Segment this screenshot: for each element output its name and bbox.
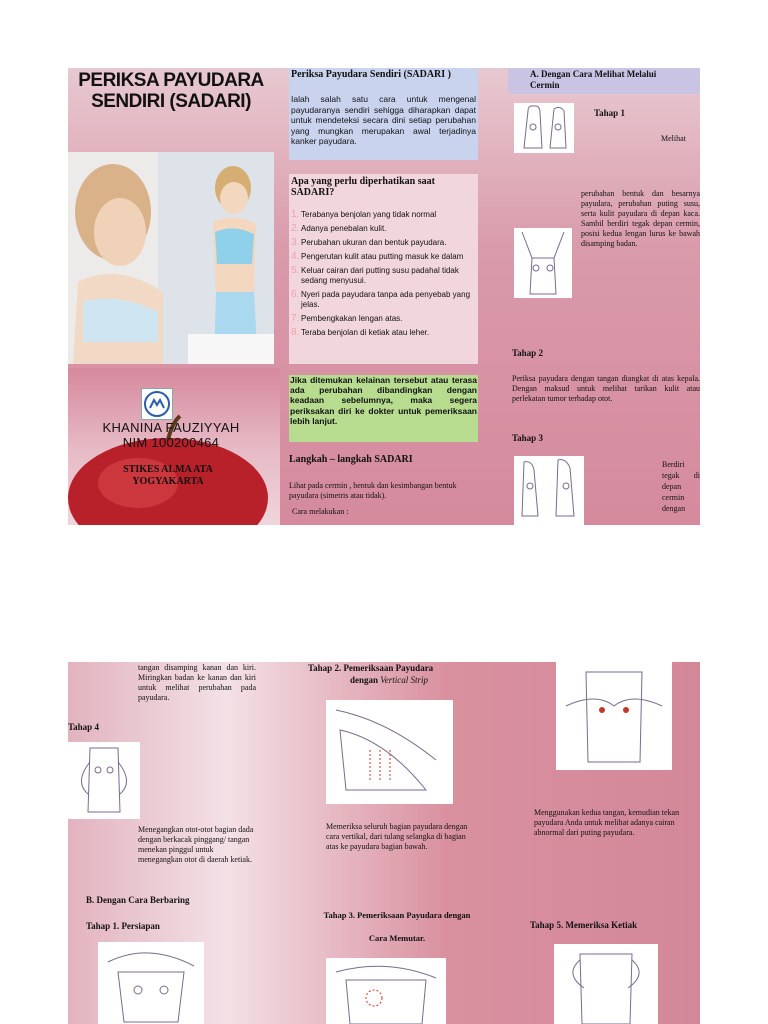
- institution-logo-icon: [141, 388, 173, 420]
- intro-text: Ialah salah satu cara untuk mengenal payudaranya sendiri sehigga diharapkan dapat untuk mendeteksi secara dini setiap perubahan yang mungkan merupakan awal terjadinya kanker payudara.: [291, 94, 476, 146]
- b-tahap1-label: Tahap 1. Persiapan: [86, 921, 160, 931]
- attention-item: [291, 224, 476, 234]
- brochure-page-1: [68, 68, 700, 525]
- tahap2-label: Tahap 2: [512, 348, 543, 358]
- attention-heading: Apa yang perlu diperhatikan saat SADARI?: [291, 176, 435, 198]
- attention-item-text: Keluar cairan dari putting susu padahal tidak sedang menyusui.: [301, 266, 459, 285]
- steps-intro: Lihat pada cermin , bentuk dan kesimbangan bentuk payudara (simetris atau tidak).: [289, 481, 457, 500]
- author-name: KHANINA FAUZIYYAH: [102, 420, 240, 435]
- tahap2-text: Periksa payudara dengan tangan diangkat di atas kepala. Dengan maksud untuk melihat tarikan kulit atau perlekatan tumor terhadap otot.: [512, 374, 700, 403]
- author-nim: NIM 100200464: [122, 435, 220, 450]
- brochure-title: PERIKSA PAYUDARA SENDIRI (SADARI): [78, 70, 264, 112]
- attention-item: [291, 290, 476, 310]
- vertical-strip-icon: [326, 700, 453, 804]
- attention-item-text: Adanya penebalan kulit.: [301, 224, 387, 233]
- tahap4-label: Tahap 4: [68, 722, 99, 732]
- brochure-page-2: [68, 662, 700, 1024]
- tahap3-continued-text: tangan disamping kanan dan kiri. Miringkan badan ke kanan dan kiri untuk melihat perubahan pada payudara.: [138, 663, 256, 702]
- tahap3-label: Tahap 3: [512, 433, 543, 443]
- vertical-heading-line1: Tahap 2. Pemeriksaan Payudara: [308, 663, 434, 673]
- vertical-heading: [308, 662, 468, 686]
- tahap1-figure: [514, 103, 574, 153]
- attention-item: [291, 252, 476, 262]
- attention-item-text: Terabanya benjolan yang tidak normal: [301, 210, 437, 219]
- attention-item-number: 4.: [291, 251, 300, 262]
- circular-heading-line2: Cara Memutar.: [368, 933, 426, 943]
- attention-item-text: Perubahan ukuran dan bentuk payudara.: [301, 238, 447, 247]
- tahap1-text-b: perubahan bentuk dan besarnya payudara, perubahan puting susu, serta kulit payudara di depan kaca. Sambil berdiri tegak depan cermin, posisi kedua lengan lurus ke bawah disamping badan.: [581, 189, 700, 248]
- vertical-heading-line2: [308, 674, 468, 686]
- attention-item-text: Pembengkakan lengan atas.: [301, 314, 403, 323]
- tahap4-text: Menegangkan otot-otot bagian dada dengan berkacak pinggang/ tangan menekan pinggul untuk menegangkan otot di daerah ketiak.: [138, 825, 254, 864]
- tahap3-text: Berdiri tegak di depan cermin dengan: [662, 460, 700, 513]
- tahap1-text-a: Melihat: [661, 134, 686, 143]
- steps-how: Cara melakukan :: [292, 507, 349, 516]
- circular-figure: [326, 958, 446, 1024]
- vertical-text: Memeriksa seluruh bagian payudara dengan cara vertikal, dari tulang selangka di bagian atas ke payudara bagian bawah.: [326, 822, 468, 851]
- attention-item: [291, 266, 476, 286]
- tahap3-figure: [514, 456, 584, 525]
- attention-item-number: 7.: [291, 313, 300, 324]
- attention-item-text: Pengerutan kulit atau putting masuk ke dalam: [301, 252, 464, 261]
- side-turn-icon: [514, 456, 584, 525]
- attention-item-number: 1.: [291, 209, 300, 220]
- tahap1-label: Tahap 1: [594, 108, 625, 118]
- circular-exam-icon: [326, 958, 446, 1024]
- attention-list: [289, 198, 478, 338]
- attention-item-number: 3.: [291, 237, 300, 248]
- attention-item: [291, 328, 476, 338]
- sectionB-heading: B. Dengan Cara Berbaring: [86, 895, 190, 905]
- vertical-heading-strip: Vertical Strip: [380, 675, 429, 685]
- sectionA-heading: A. Dengan Cara Melihat Melalui Cermin: [508, 68, 700, 94]
- attention-item-text: Nyeri pada payudara tanpa ada penyebab yang jelas.: [301, 290, 471, 309]
- lying-preparation-icon: [98, 942, 204, 1024]
- nipple-text: Menggunakan kedua tangan, kemudian tekan payudara Anda untuk melihat adanya cairan abnormal dari puting payudara.: [534, 808, 680, 837]
- steps-heading: Langkah – langkah SADARI: [289, 454, 413, 465]
- attention-item: [291, 238, 476, 248]
- attention-item: [291, 314, 476, 324]
- institution-name: STIKES ALMA ATA YOGYAKARTA: [123, 464, 213, 487]
- nipple-squeeze-icon: [556, 662, 672, 770]
- women-illustration: [68, 152, 274, 364]
- attention-item-number: 5.: [291, 265, 300, 276]
- attention-item-number: 6.: [291, 289, 300, 300]
- arms-raised-icon: [514, 228, 572, 298]
- circular-heading: [308, 909, 486, 944]
- armpit-heading: Tahap 5. Memeriksa Ketiak: [530, 920, 638, 930]
- tahap2-figure: [514, 228, 572, 298]
- warning-box: Jika ditemukan kelainan tersebut atau terasa ada perubahan dibandingkan dengan keadaan sebelumnya, maka segera periksakan diri ke dokter untuk pemeriksaan lebih lanjut.: [289, 375, 478, 442]
- nipple-figure: [556, 662, 672, 770]
- attention-item-number: 2.: [291, 223, 300, 234]
- women-photo: [68, 152, 274, 364]
- vertical-strip-figure: [326, 700, 453, 804]
- intro-box: [289, 68, 478, 160]
- b-tahap1-figure: [98, 942, 204, 1024]
- armpit-figure: [554, 944, 658, 1024]
- hands-on-hips-icon: [68, 742, 140, 819]
- author-block: [68, 420, 274, 450]
- attention-item-text: Teraba benjolan di ketiak atau leher.: [301, 328, 430, 337]
- circular-heading-line1: Tahap 3. Pemeriksaan Payudara dengan: [323, 910, 471, 920]
- vertical-heading-dengan: dengan: [350, 675, 379, 685]
- tahap4-figure: [68, 742, 140, 819]
- attention-box: [289, 174, 478, 364]
- mirror-front-icon: [514, 103, 574, 153]
- attention-item: [291, 210, 476, 220]
- attention-item-number: 8.: [291, 327, 300, 338]
- intro-heading: Periksa Payudara Sendiri (SADARI ): [291, 69, 452, 80]
- armpit-exam-icon: [554, 944, 658, 1024]
